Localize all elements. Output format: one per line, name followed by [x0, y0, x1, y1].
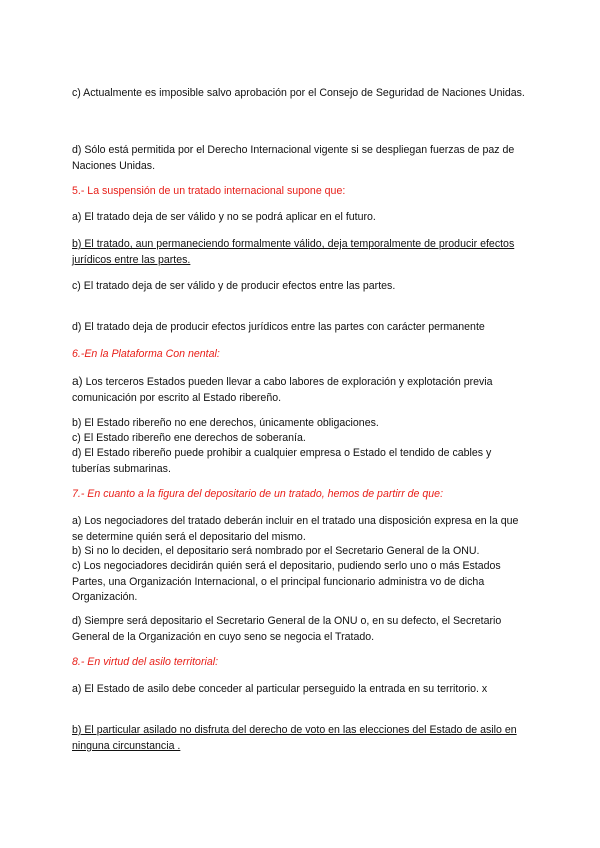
q6-title: 6.-En la Plataforma Con nental: — [72, 348, 220, 360]
q7-option-c: c) Los negociadores decidirán quién será el depositario, pudiendo serlo uno o más Estados Partes, una Organización Internacional, o el principal funcionario administra vo de dicha Organización. — [72, 560, 501, 603]
q5-option-b-answer: b) El tratado, aun permaneciendo formalmente válido, deja temporalmente de producir efectos jurídicos entre las partes. — [72, 238, 515, 266]
q8-option-a: a) El Estado de asilo debe conceder al particular perseguido la entrada en su territorio. x — [72, 683, 488, 695]
q5-option-c: c) El tratado deja de ser válido y de producir efectos entre las partes. — [72, 280, 396, 292]
q8-option-b-answer: b) El particular asilado no disfruta del derecho de voto en las elecciones del Estado de asilo en ninguna circunstancia . — [72, 724, 517, 752]
q7-option-b: b) Si no lo deciden, el depositario será nombrado por el Secretario General de la ONU. — [72, 545, 480, 557]
q7-option-a: a) Los negociadores del tratado deberán incluir en el tratado una disposición expresa en la que se determine quién será el depositario del mismo. — [72, 515, 519, 543]
q4-option-d: d) Sólo está permitida por el Derecho Internacional vigente si se despliegan fuerzas de paz de Naciones Unidas. — [72, 144, 515, 172]
q6-option-c: c) El Estado ribereño ene derechos de soberanía. — [72, 432, 306, 444]
q5-option-d: d) El tratado deja de producir efectos jurídicos entre las partes con carácter permanente — [72, 321, 485, 333]
q4-option-c: c) Actualmente es imposible salvo aprobación por el Consejo de Seguridad de Naciones Unidas. — [72, 87, 525, 99]
q6-option-a — [72, 374, 528, 406]
q7-option-d: d) Siempre será depositario el Secretario General de la ONU o, en su defecto, el Secretario General de la Organización en cuyo seno se negocia el Tratado. — [72, 615, 502, 643]
q6-option-a-text: Los terceros Estados pueden llevar a cabo labores de exploración y explotación previa comunicación por escrito al Estado ribereño. — [72, 376, 493, 404]
q6-option-b: b) El Estado ribereño no ene derechos, únicamente obligaciones. — [72, 417, 379, 429]
q7-title: 7.- En cuanto a la figura del depositario de un tratado, hemos de partirr de que: — [72, 488, 444, 500]
q5-title: 5.- La suspensión de un tratado internacional supone que: — [72, 185, 346, 197]
q8-title: 8.- En virtud del asilo territorial: — [72, 656, 219, 668]
q6-option-a-letter: a) — [72, 374, 83, 388]
q6-option-d: d) El Estado ribereño puede prohibir a cualquier empresa o Estado el tendido de cables y tuberías submarinas. — [72, 447, 492, 475]
q5-option-a: a) El tratado deja de ser válido y no se podrá aplicar en el futuro. — [72, 211, 376, 223]
